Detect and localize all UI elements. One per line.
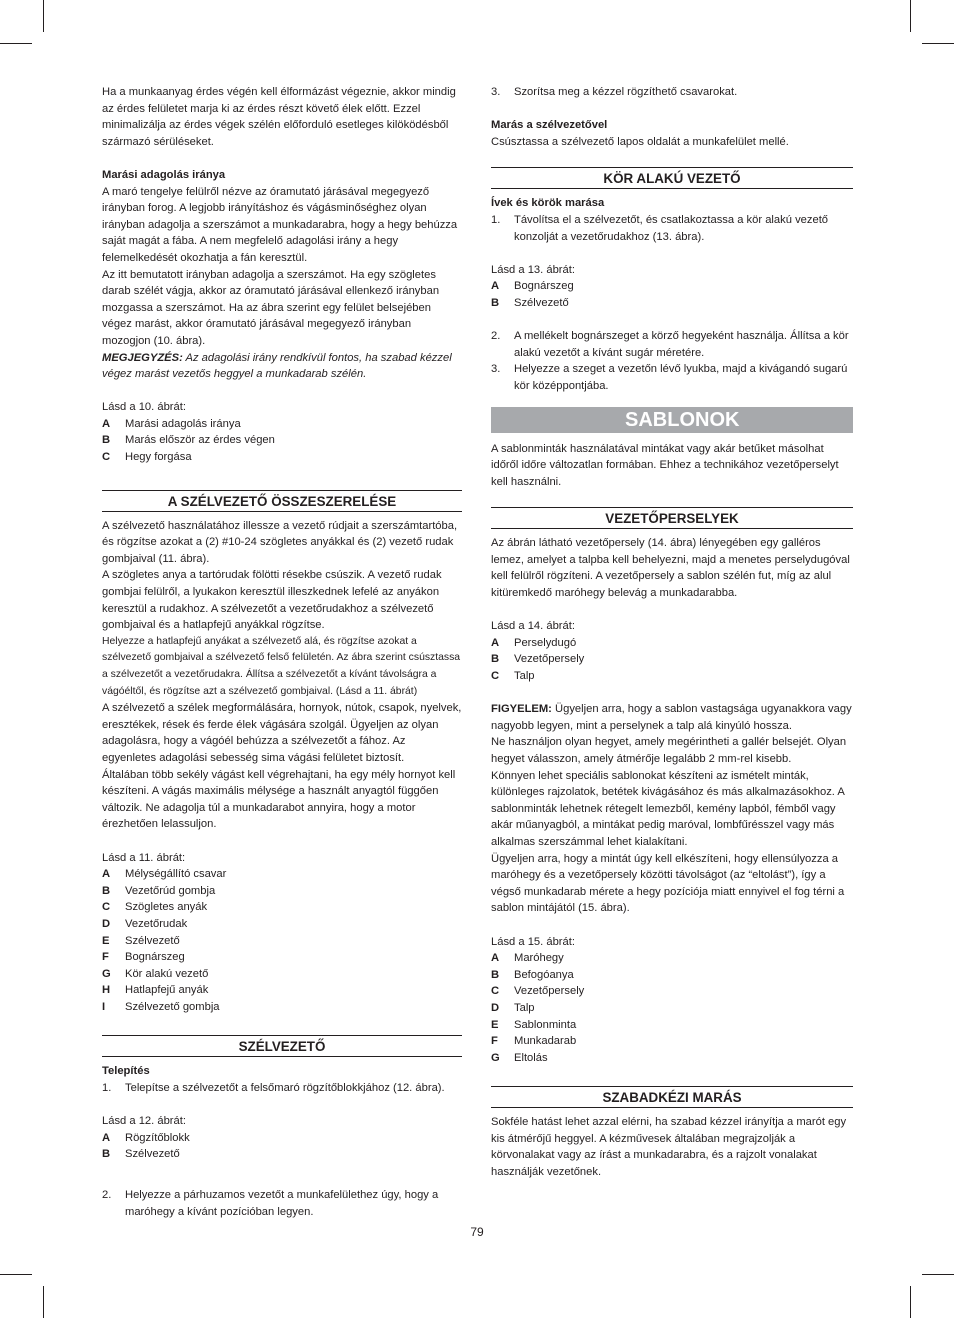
crop-mark [43,0,44,32]
crop-mark [922,43,954,44]
legend-item: A Maróhegy [491,952,564,965]
caution-paragraph [491,701,853,734]
arcs-title: Ívek és körök marása [491,197,605,210]
figure-12-intro: Lásd a 12. ábrát: [102,1115,186,1128]
section-heading-freehand: SZABADKÉZI MARÁS [491,1086,853,1108]
edge-milling-text: Csúsztassa a szélvezető lapos oldalát a munkafelület mellé. [491,135,789,148]
legend-item: A Marási adagolás iránya [102,417,241,430]
legend-item: F Bognárszeg [102,951,185,964]
freehand-paragraph: Sokféle hatást lehet azzal elérni, ha szabad kézzel irányítja a marót egy kis átmérőjű heggyel. A kézművesek általában megrajzolják a körvonalakat vagy az írást a munkadarabra, és a rajzolt vonalakat használják vezetőnek. [491,1116,847,1179]
figure-13-legend [491,278,853,311]
caution-text: Ügyeljen arra, hogy a sablon vastagsága ugyanakkora vagy nagyobb legyen, mint a perselynek a talp alá kinyúló hossza. [491,703,852,732]
legend-item: C Talp [491,670,535,683]
crop-mark [43,1286,44,1318]
assembly-paragraph: A szélvezető használatához illessze a vezető rúdjait a szerszámtartóba, és rögzítse azokat a (2) #10-24 szögletes anyákkal és (2) vezető rudak gombjaival (11. ábra). [102,519,458,565]
left-column [102,84,462,1220]
caution-label: FIGYELEM: [491,703,552,716]
legend-item: C Vezetőpersely [491,985,585,998]
legend-item: E Szélvezető [102,934,180,947]
figure-10-legend [102,416,462,466]
legend-item: A Bognárszeg [491,280,574,293]
figure-14-legend [491,635,853,685]
caution-paragraph: Ügyeljen arra, hogy a mintát úgy kell elkészíteni, hogy ellensúlyozza a maróhegy és a vezetőpersely közötti távolságot (az “eltolást”), így a végső munkadarab mérete a hegy pozíciója miatt ennyivel el fog térni a sablon mintájától (15. ábra). [491,852,845,915]
legend-item: B Befogóanya [491,968,574,981]
crop-mark [0,1274,32,1275]
figure-10-intro: Lásd a 10. ábrát: [102,401,186,414]
legend-item: B Szélvezető [102,1148,180,1161]
note-text: Az adagolási irány rendkívül fontos, ha szabad kézzel végez marást vezetős heggyel a munkadarab szélén. [102,351,452,381]
templates-banner: SABLONOK [491,407,853,433]
legend-item: A Perselydugó [491,636,577,649]
legend-item: G Eltolás [491,1051,548,1064]
caution-paragraph: Könnyen lehet speciális sablonokat készíteni az ismételt minták, különleges rajzolatok, betétek kivágásához és más alkalmazásokhoz. A sablonminták lehetnek rétegelt lemezből, kemény lapból, fémből vagy akár műanyagból, a mintákat pedig maróval, lombfűrésszel vagy más alkalmas szerszámmal lehet kialakítani. [491,769,845,848]
legend-item: B Vezetőpersely [491,653,585,666]
crop-mark [910,1286,911,1318]
install-title: Telepítés [102,1065,150,1078]
bushing-paragraph: Az ábrán látható vezetőpersely (14. ábra) lényegében egy galléros lemez, amelyet a talpba kell behelyezni, majd a menetes perselydugóval kell felülről rögzíteni. A vezetőpersely a sablon szélén fut, míg az alul kitüremkedő maróhegy belevág a munkadarabba. [491,537,850,600]
figure-13-intro: Lásd a 13. ábrát: [491,263,575,276]
legend-item: H Hatlapfejű anyák [102,984,209,997]
intro-paragraph: Ha a munkaanyag érdes végén kell élformázást végeznie, akkor mindig az érdes felületet marja ki az érdes részt követő élek előtt. Ezzel minimalizálja az érdes végek szélén előforduló esetleges kilöködésből származó sérüléseket. [102,86,456,148]
legend-item: A Rögzítőblokk [102,1131,190,1144]
section-heading-edge-guide: SZÉLVEZETŐ [102,1035,462,1057]
step-item: 2. Helyezze a párhuzamos vezetőt a munkafelülethez úgy, hogy a maróhegy a kívánt pozícióban legyen. [102,1189,439,1218]
legend-item: C Hegy forgása [102,451,192,464]
step-item: 3. Helyezze a szeget a vezetőn lévő lyukba, majd a kivágandó sugarú kör középpontjába. [491,363,848,392]
feed-direction-paragraph: Az itt bemutatott irányban adagolja a szerszámot. Ha egy szögletes darab szélét vágja, akkor az óramutató járásával ellenkező irányban mozgassa a szerszámot. Ha az ábra szerint egy felület belsejében végez marást, akkor óramutató járásával megegyező irányban mozogjon (10. ábra). [102,268,440,347]
assembly-paragraph: A szélvezető a szélek megformálására, hornyok, nútok, csapok, nyelvek, eresztékek, rések és ferde élek vágására szolgál. Ügyeljen az olyan adagolásra, hogy a vágóél behúzza a szélvezetőt a fához. Az egyenletes adagolási sebesség sima vágási felületet biztosít. [102,702,462,764]
legend-item: I Szélvezető gombja [102,1000,220,1013]
crop-mark [922,1274,954,1275]
assembly-paragraph: Helyezze a hatlapfejű anyákat a szélvezető alá, és rögzítse azokat a szélvezető gombjaival a szélvezető felső felületén. Az ábra szerint csúsztassa a szélvezetőt a vezetőrudakra. Állítsa a szélvezetőt a kívánt távolságra a vágóéltől, és rögzítse azt a szélvezető gombjaival. (Lásd a 11. ábrát) [102,635,461,697]
crop-mark [910,0,911,32]
figure-12-legend [102,1130,462,1163]
step-item: 3. Szorítsa meg a kézzel rögzíthető csavarokat. [491,86,738,98]
figure-11-intro: Lásd a 11. ábrát: [102,851,186,864]
figure-11-legend [102,866,462,1015]
note-label: MEGJEGYZÉS: [102,351,183,364]
step-item: 1. Telepítse a szélvezetőt a felsőmaró rögzítőblokkjához (12. ábra). [102,1082,445,1095]
legend-item: B Marás először az érdes végen [102,434,275,447]
figure-14-intro: Lásd a 14. ábrát: [491,620,575,633]
legend-item: B Szélvezető [491,296,569,309]
section-heading-circle-guide: KÖR ALAKÚ VEZETŐ [491,167,853,189]
assembly-paragraph: A szögletes anya a tartórudak fölötti résekbe csúszik. A vezető rudak gombjai felülről, a lyukakon keresztül illeszkednek lefelé az anyákon keresztül a rudakhoz. A szélvezetőt a vezetőrudakhoz a szélvezető gombjaival és a hatlapfejű anyákkal rögzítse. [102,569,442,632]
legend-item: C Szögletes anyák [102,901,208,914]
edge-milling-title: Marás a szélvezetővel [491,119,608,132]
crop-mark [0,43,32,44]
legend-item: D Talp [491,1001,535,1014]
figure-15-intro: Lásd a 15. ábrát: [491,935,575,948]
feed-direction-title: Marási adagolás iránya [102,168,226,181]
section-heading-bushings: VEZETŐPERSELYEK [491,507,853,529]
feed-direction-paragraph: A maró tengelye felülről nézve az óramutató járásával megegyező irányban forog. A legjobb irányításhoz és vágásminőséghez olyan irányban adagolja a szerszámot a munkadarabra, hogy a hegy behúzza saját magát a fába. A nem megfelelő adagolási irány a hegy felemelkedését okozhatja a fán keresztül. [102,185,458,264]
legend-item: F Munkadarab [491,1035,577,1048]
note-paragraph [102,350,462,383]
step-item: 1. Távolítsa el a szélvezetőt, és csatlakoztassa a kör alakú vezető konzolját a vezetőrudakhoz (13. ábra). [491,213,829,243]
legend-item: G Kör alakú vezető [102,967,209,980]
templates-paragraph: A sablonminták használatával mintákat vagy akár betűket másolhat időről időre változatlan formában. Ehhez a technikához vezetőperselyt kell használni. [491,442,839,488]
legend-item: B Vezetőrúd gombja [102,884,216,897]
legend-item: A Mélységállító csavar [102,868,227,881]
legend-item: E Sablonminta [491,1018,577,1031]
section-heading-assembly: A SZÉLVEZETŐ ÖSSZESZERELÉSE [102,490,462,512]
right-column [491,84,853,1181]
assembly-paragraph: Általában több sekély vágást kell végrehajtani, ha egy mély hornyot kell készíteni. A vágás maximális mélysége a használt anyagtól függően változik. Ne adagolja túl a munkadarabot annyira, hogy a motor érezhetően lelassuljon. [102,768,456,831]
caution-paragraph: Ne használjon olyan hegyet, amely megérintheti a gallér belsejét. Olyan hegyet válasszon, amely átmérője legalább 2 mm-rel kisebb. [491,736,847,765]
step-item: 2. A mellékelt bognárszeget a körző hegyeként használja. Állítsa a kör alakú vezetőt a kívánt sugár méretére. [491,330,849,359]
figure-15-legend [491,950,853,1066]
legend-item: D Vezetőrudak [102,917,188,930]
page-number: 79 [470,1225,484,1239]
